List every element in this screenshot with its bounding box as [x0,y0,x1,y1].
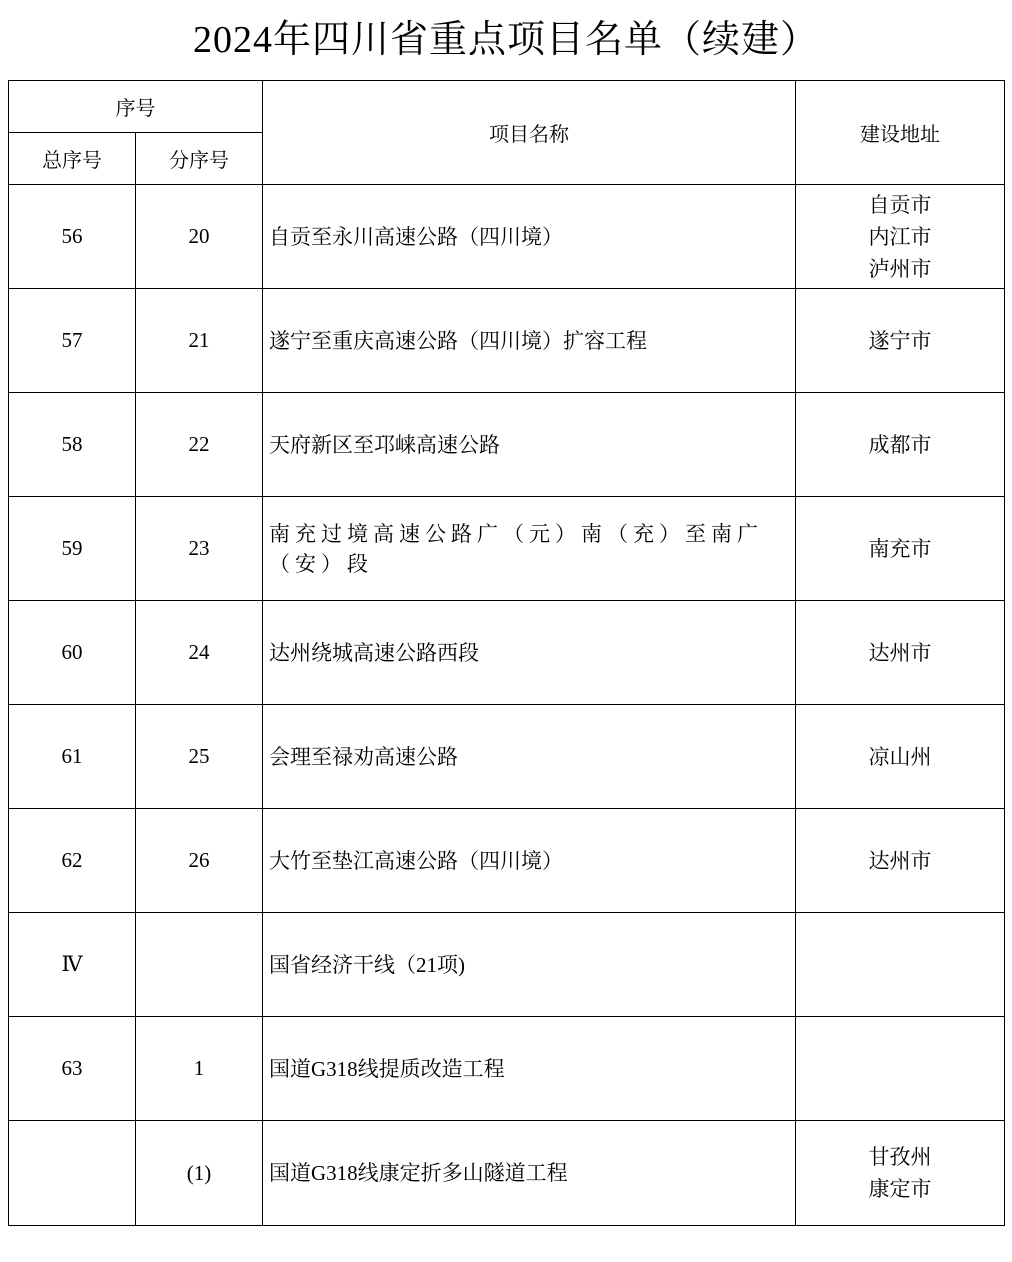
address-cell [796,601,1005,705]
total-seq-cell: 62 [9,809,136,913]
address-cell [796,497,1005,601]
project-name-cell: 国道G318线提质改造工程 [263,1017,796,1121]
total-seq-cell: 56 [9,185,136,289]
total-seq-cell [9,1121,136,1226]
sub-seq-cell: 20 [136,185,263,289]
table-row [9,809,1005,913]
project-name-cell: 南充过境高速公路广（元）南（充）至南广（安）段 [263,497,796,601]
total-seq-cell: 57 [9,289,136,393]
project-name-cell: 国道G318线康定折多山隧道工程 [263,1121,796,1226]
project-name-cell: 达州绕城高速公路西段 [263,601,796,705]
address-cell [796,913,1005,1017]
project-name-cell: 大竹至垫江高速公路（四川境） [263,809,796,913]
project-name-cell: 会理至禄劝高速公路 [263,705,796,809]
sub-seq-cell: 24 [136,601,263,705]
header-total-seq: 总序号 [9,133,136,185]
table-row [9,601,1005,705]
table-row [9,497,1005,601]
project-name-cell: 遂宁至重庆高速公路（四川境）扩容工程 [263,289,796,393]
sub-seq-cell [136,913,263,1017]
table-row [9,913,1005,1017]
address-cell [796,1017,1005,1121]
sub-seq-cell: 22 [136,393,263,497]
table-row [9,289,1005,393]
total-seq-cell: 58 [9,393,136,497]
page-title: 2024年四川省重点项目名单（续建） [192,19,819,61]
sub-seq-cell: (1) [136,1121,263,1226]
address-line: 康定市 [868,1177,932,1201]
sub-seq-cell: 23 [136,497,263,601]
address-cell [796,1121,1005,1226]
project-name-cell: 天府新区至邛崃高速公路 [263,393,796,497]
total-seq-cell: 63 [9,1017,136,1121]
address-line: 达州市 [868,640,932,665]
total-seq-cell: Ⅳ [9,913,136,1017]
address-cell [796,185,1005,289]
total-seq-cell: 60 [9,601,136,705]
address-line: 自贡市 [868,192,932,217]
address-cell [796,393,1005,497]
table-row [9,1017,1005,1121]
address-line: 南充市 [868,536,932,561]
header-seq-group: 序号 [9,81,263,133]
address-cell [796,289,1005,393]
address-line: 达州市 [868,848,932,873]
address-cell [796,705,1005,809]
table-row [9,705,1005,809]
project-table [8,80,1005,1226]
header-address: 建设地址 [796,81,1005,185]
sub-seq-cell: 21 [136,289,263,393]
address-line: 泸州市 [868,256,932,281]
header-project-name: 项目名称 [263,81,796,185]
sub-seq-cell: 1 [136,1017,263,1121]
total-seq-cell: 61 [9,705,136,809]
address-line: 成都市 [868,432,932,457]
address-line: 遂宁市 [868,328,932,353]
address-line: 内江市 [868,224,932,249]
address-cell [796,809,1005,913]
table-row [9,185,1005,289]
table-row [9,393,1005,497]
sub-seq-cell: 25 [136,705,263,809]
address-line: 甘孜州 [868,1145,932,1169]
header-sub-seq: 分序号 [136,133,263,185]
project-name-cell: 国省经济干线（21项) [263,913,796,1017]
total-seq-cell: 59 [9,497,136,601]
project-name-cell: 自贡至永川高速公路（四川境） [263,185,796,289]
address-line: 凉山州 [868,744,932,769]
table-row [9,1121,1005,1226]
sub-seq-cell: 26 [136,809,263,913]
